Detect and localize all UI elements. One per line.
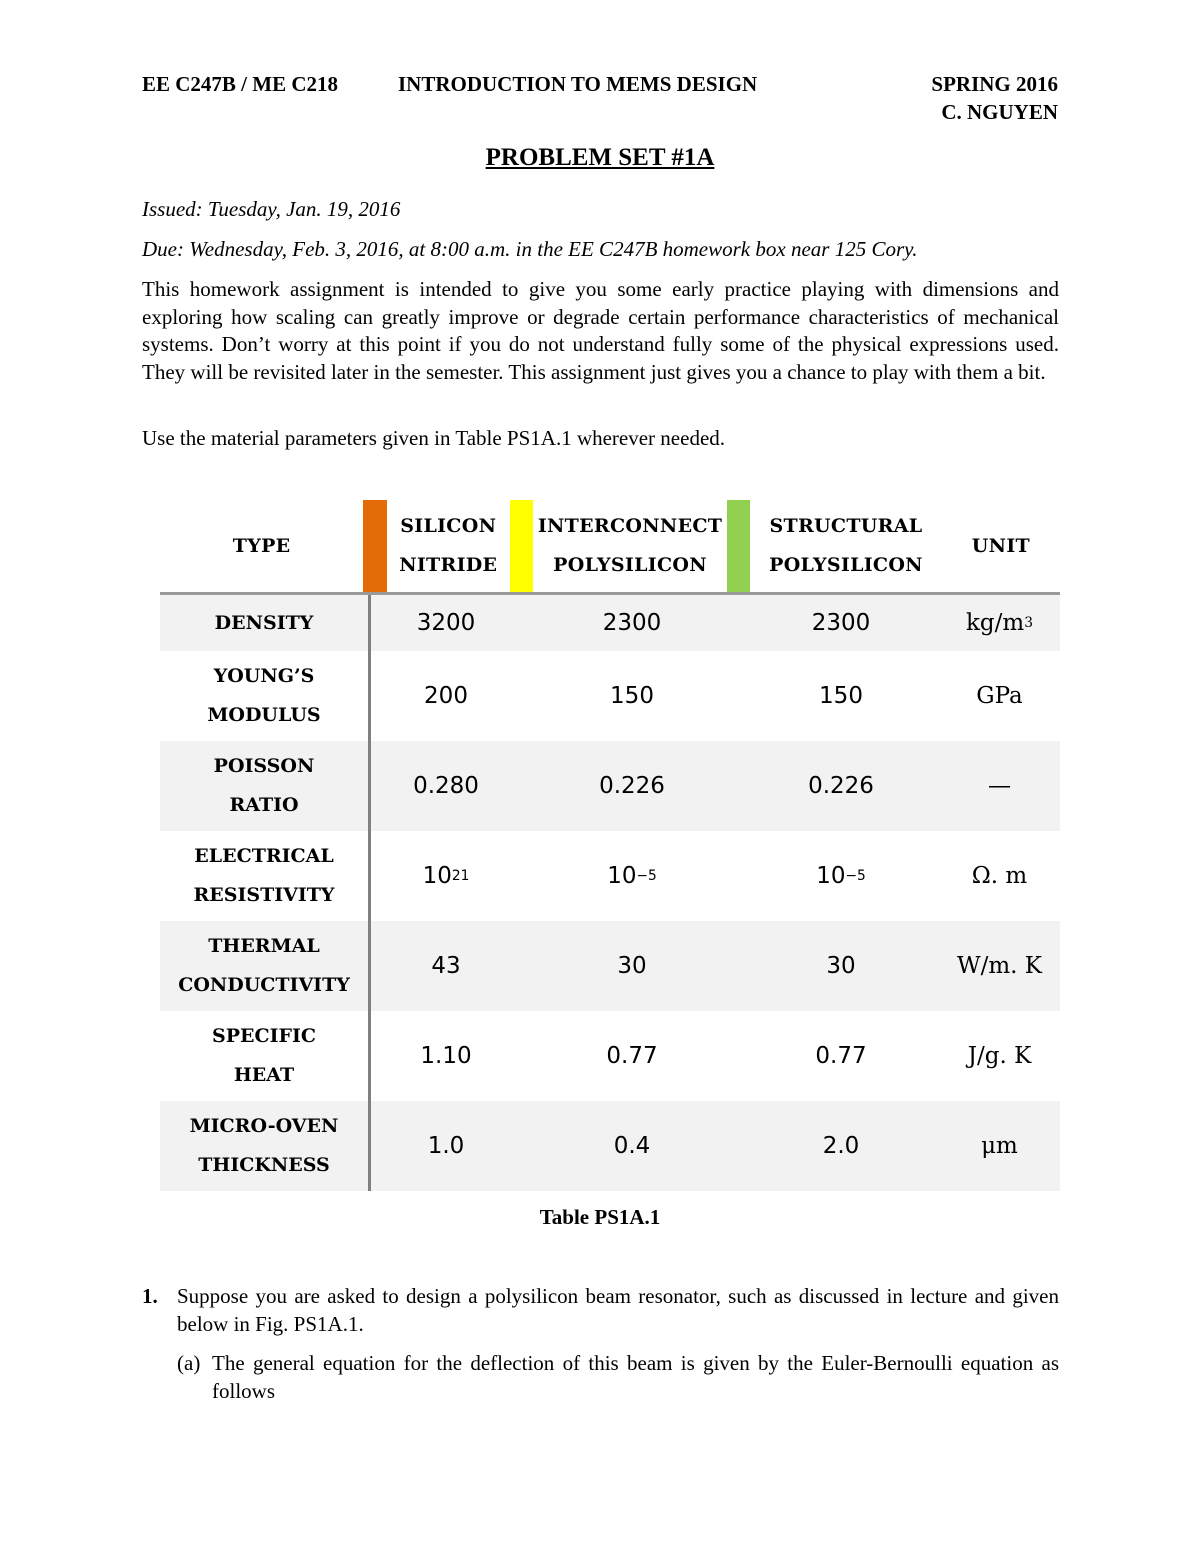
page-title: PROBLEM SET #1A <box>485 144 715 171</box>
value-cell: 10 −5 <box>607 863 657 889</box>
value-text: 10 <box>607 863 637 889</box>
term-block <box>931 70 1058 126</box>
row-label-line2: MODULUS <box>207 704 321 726</box>
term: SPRING 2016 <box>931 72 1058 96</box>
row-label <box>160 1101 368 1191</box>
value-text: 1.0 <box>427 1133 465 1159</box>
table-body <box>160 595 1060 1191</box>
part-a-label: (a) <box>177 1351 201 1375</box>
unit-text: J/g. K <box>967 1043 1032 1069</box>
value-text: 0.226 <box>599 773 665 799</box>
material-table <box>160 500 1060 1191</box>
unit-text: — <box>988 773 1011 799</box>
header-col2-line2: POLYSILICON <box>553 554 707 576</box>
value-text: 0.77 <box>815 1043 867 1069</box>
value-cell <box>743 595 939 651</box>
value-text: 2.0 <box>822 1133 860 1159</box>
unit-cell <box>939 921 1060 1011</box>
row-label <box>160 921 368 1011</box>
part-a-text: The general equation for the deflection of this beam is given by the Euler-Bernoulli equation as follows <box>212 1351 1059 1403</box>
header-structural-poly <box>750 500 942 592</box>
value-text: 0.280 <box>413 773 479 799</box>
unit-cell: kg/m 3 <box>966 610 1033 636</box>
row-label-line2: RESISTIVITY <box>193 884 335 906</box>
value-cell <box>743 651 939 741</box>
value-text: 0.77 <box>606 1043 658 1069</box>
header-col1-line2: NITRIDE <box>399 554 498 576</box>
value-text: 10 <box>422 863 452 889</box>
value-cell <box>521 921 743 1011</box>
row-label-line2: CONDUCTIVITY <box>178 974 350 996</box>
nitride-color-bar <box>363 500 386 592</box>
unit-text: μm <box>981 1133 1018 1159</box>
value-cell <box>371 921 521 1011</box>
table-row <box>160 651 1060 741</box>
header-interconnect-poly <box>533 500 726 592</box>
value-cell <box>521 651 743 741</box>
unit-cell <box>939 741 1060 831</box>
value-cell <box>371 1101 521 1191</box>
value-text: 0.226 <box>808 773 874 799</box>
value-text: 30 <box>826 953 856 979</box>
issued-date: Issued: Tuesday, Jan. 19, 2016 <box>142 197 401 221</box>
row-label-line1: YOUNG’S <box>213 665 315 687</box>
value-cell: 10 21 <box>422 863 470 889</box>
row-label-line1: POISSON <box>213 755 315 777</box>
course-code: EE C247B / ME C218 <box>142 72 339 96</box>
header-type: TYPE <box>232 534 291 557</box>
value-text: 30 <box>617 953 647 979</box>
value-cell <box>521 1101 743 1191</box>
value-text: 2300 <box>602 610 662 636</box>
row-label <box>160 651 368 741</box>
value-text: 2300 <box>811 610 871 636</box>
value-cell <box>743 741 939 831</box>
intro-paragraph: This homework assignment is intended to give you some early practice playing with dimensions and exploring how scaling can greatly improve or degrade certain performance characteristics of mechanical systems. Don’t worry at this point if you do not understand fully some of the physical expressions used. They will be revisited later in the semester. This assignment just gives you a chance to play with them a bit. <box>142 277 1059 384</box>
value-text: 10 <box>816 863 846 889</box>
unit-cell <box>939 651 1060 741</box>
unit-text: Ω. m <box>971 863 1028 889</box>
table-row <box>160 921 1060 1011</box>
value-text: 3200 <box>416 610 476 636</box>
value-cell <box>521 1011 743 1101</box>
value-text: 200 <box>424 683 468 709</box>
header-unit: UNIT <box>971 534 1030 557</box>
value-cell <box>371 595 521 651</box>
value-text: 43 <box>431 953 461 979</box>
value-text: 150 <box>610 683 654 709</box>
interconnect-color-bar <box>510 500 533 592</box>
use-params-paragraph: Use the material parameters given in Table PS1A.1 wherever needed. <box>142 426 726 450</box>
value-cell <box>743 921 939 1011</box>
structural-color-bar <box>727 500 750 592</box>
table-row <box>160 1011 1060 1101</box>
row-label-line2: RATIO <box>229 794 299 816</box>
row-label-line1: DENSITY <box>214 611 314 634</box>
header-col2-line1: INTERCONNECT <box>537 515 723 537</box>
row-label-line1: MICRO-OVEN <box>189 1115 339 1137</box>
table-caption: Table PS1A.1 <box>539 1205 661 1229</box>
row-label <box>160 831 368 921</box>
unit-text: W/m. K <box>956 953 1042 979</box>
value-cell: 10 −5 <box>816 863 866 889</box>
row-label-line1: SPECIFIC <box>212 1025 316 1047</box>
value-cell <box>371 651 521 741</box>
table-header-row <box>160 500 1060 592</box>
table-row <box>160 1101 1060 1191</box>
value-cell <box>743 1011 939 1101</box>
header-col1-line1: SILICON <box>400 515 497 537</box>
value-text: 150 <box>819 683 863 709</box>
question-number: 1. <box>142 1284 158 1308</box>
unit-text: kg/m <box>966 610 1025 636</box>
row-label <box>160 1011 368 1101</box>
row-label-line2: THICKNESS <box>198 1154 330 1176</box>
value-cell <box>743 1101 939 1191</box>
value-cell <box>371 1011 521 1101</box>
table-row <box>160 831 1060 921</box>
unit-cell <box>939 831 1060 921</box>
header-silicon-nitride <box>387 500 510 592</box>
table-row <box>160 741 1060 831</box>
unit-text: GPa <box>976 683 1023 709</box>
header-col3-line1: STRUCTURAL <box>769 515 923 537</box>
value-cell <box>371 741 521 831</box>
value-cell <box>521 741 743 831</box>
table-row <box>160 595 1060 651</box>
course-title: INTRODUCTION TO MEMS DESIGN <box>398 72 758 96</box>
unit-cell <box>939 1011 1060 1101</box>
row-label <box>160 741 368 831</box>
row-label-line2: HEAT <box>233 1064 295 1086</box>
row-label-line1: ELECTRICAL <box>194 845 334 867</box>
value-cell <box>521 595 743 651</box>
instructor: C. NGUYEN <box>941 100 1058 124</box>
due-date: Due: Wednesday, Feb. 3, 2016, at 8:00 a.m. in the EE C247B homework box near 125 Cory. <box>142 237 918 261</box>
row-label-line1: THERMAL <box>208 935 320 957</box>
question-text: Suppose you are asked to design a polysilicon beam resonator, such as discussed in lecture and given below in Fig. PS1A.1. <box>177 1284 1059 1336</box>
value-text: 1.10 <box>420 1043 472 1069</box>
row-label <box>160 595 368 651</box>
header-col3-line2: POLYSILICON <box>769 554 923 576</box>
value-text: 0.4 <box>613 1133 651 1159</box>
unit-cell <box>939 1101 1060 1191</box>
